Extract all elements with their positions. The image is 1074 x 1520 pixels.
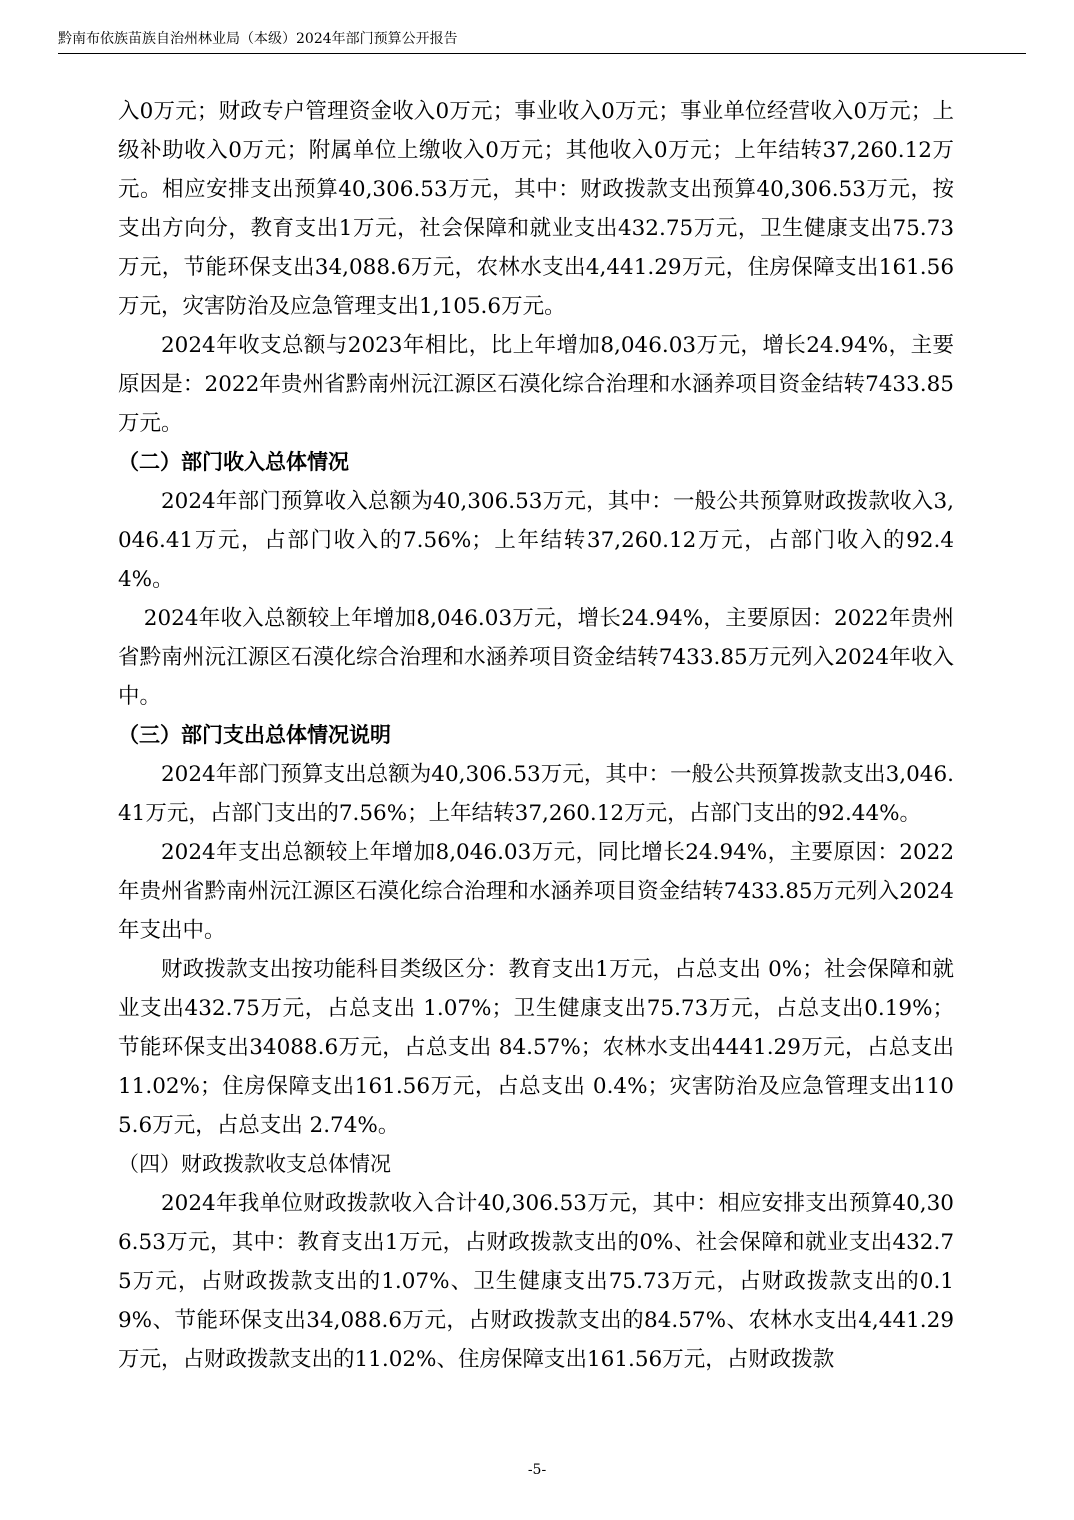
header-divider: [58, 53, 1026, 54]
section-heading-department-expenditure: （三）部门支出总体情况说明: [118, 723, 391, 747]
section-heading-fiscal-allocation: （四）财政拨款收支总体情况: [118, 1152, 391, 1176]
page-header: 黔南布依族苗族自治州林业局（本级）2024年部门预算公开报告: [58, 31, 458, 47]
document-body: [118, 92, 954, 1379]
paragraph-year-comparison: 2024年收支总额与2023年相比，比上年增加8,046.03万元，增长24.94%，主要原因是：2022年贵州省黔南州沅江源区石漠化综合治理和水涵养项目资金结转7433.85万元。: [118, 333, 954, 436]
paragraph-income-total: 2024年部门预算收入总额为40,306.53万元，其中：一般公共预算财政拨款收入3,046.41万元，占部门收入的7.56%；上年结转37,260.12万元，占部门收入的92.44%。: [118, 489, 954, 592]
paragraph-expenditure-change: 2024年支出总额较上年增加8,046.03万元，同比增长24.94%，主要原因：2022年贵州省黔南州沅江源区石漠化综合治理和水涵养项目资金结转7433.85万元列入2024年支出中。: [118, 840, 954, 943]
paragraph-income-expense-summary: 入0万元；财政专户管理资金收入0万元；事业收入0万元；事业单位经营收入0万元；上级补助收入0万元；附属单位上缴收入0万元；其他收入0万元；上年结转37,260.12万元。相应安排支出预算40,306.53万元，其中：财政拨款支出预算40,306.53万元，按支出方向分，教育支出1万元，社会保障和就业支出432.75万元，卫生健康支出75.73万元，节能环保支出34,088.6万元，农林水支出4,441.29万元，住房保障支出161.56万元，灾害防治及应急管理支出1,105.6万元。: [118, 99, 954, 319]
section-heading-department-income: （二）部门收入总体情况: [118, 450, 349, 474]
paragraph-income-change: 2024年收入总额较上年增加8,046.03万元，增长24.94%，主要原因：2022年贵州省黔南州沅江源区石漠化综合治理和水涵养项目资金结转7433.85万元列入2024年收入中。: [118, 606, 954, 709]
page-number: -5-: [527, 1462, 547, 1478]
paragraph-fiscal-allocation: 2024年我单位财政拨款收入合计40,306.53万元，其中：相应安排支出预算40,306.53万元，其中：教育支出1万元，占财政拨款支出的0%、社会保障和就业支出432.75万元，占财政拨款支出的1.07%、卫生健康支出75.73万元，占财政拨款支出的0.19%、节能环保支出34,088.6万元，占财政拨款支出的84.57%、农林水支出4,441.29万元，占财政拨款支出的11.02%、住房保障支出161.56万元，占财政拨款: [118, 1191, 954, 1372]
paragraph-expenditure-total: 2024年部门预算支出总额为40,306.53万元，其中：一般公共预算拨款支出3,046.41万元，占部门支出的7.56%；上年结转37,260.12万元，占部门支出的92.44%。: [118, 762, 954, 826]
paragraph-expenditure-by-function: 财政拨款支出按功能科目类级区分：教育支出1万元，占总支出 0%；社会保障和就业支出432.75万元，占总支出 1.07%；卫生健康支出75.73万元，占总支出0.19%；节能环保支出34088.6万元，占总支出 84.57%；农林水支出4441.29万元，占总支出 11.02%；住房保障支出161.56万元，占总支出 0.4%；灾害防治及应急管理支出1105.6万元，占总支出 2.74%。: [118, 957, 954, 1138]
